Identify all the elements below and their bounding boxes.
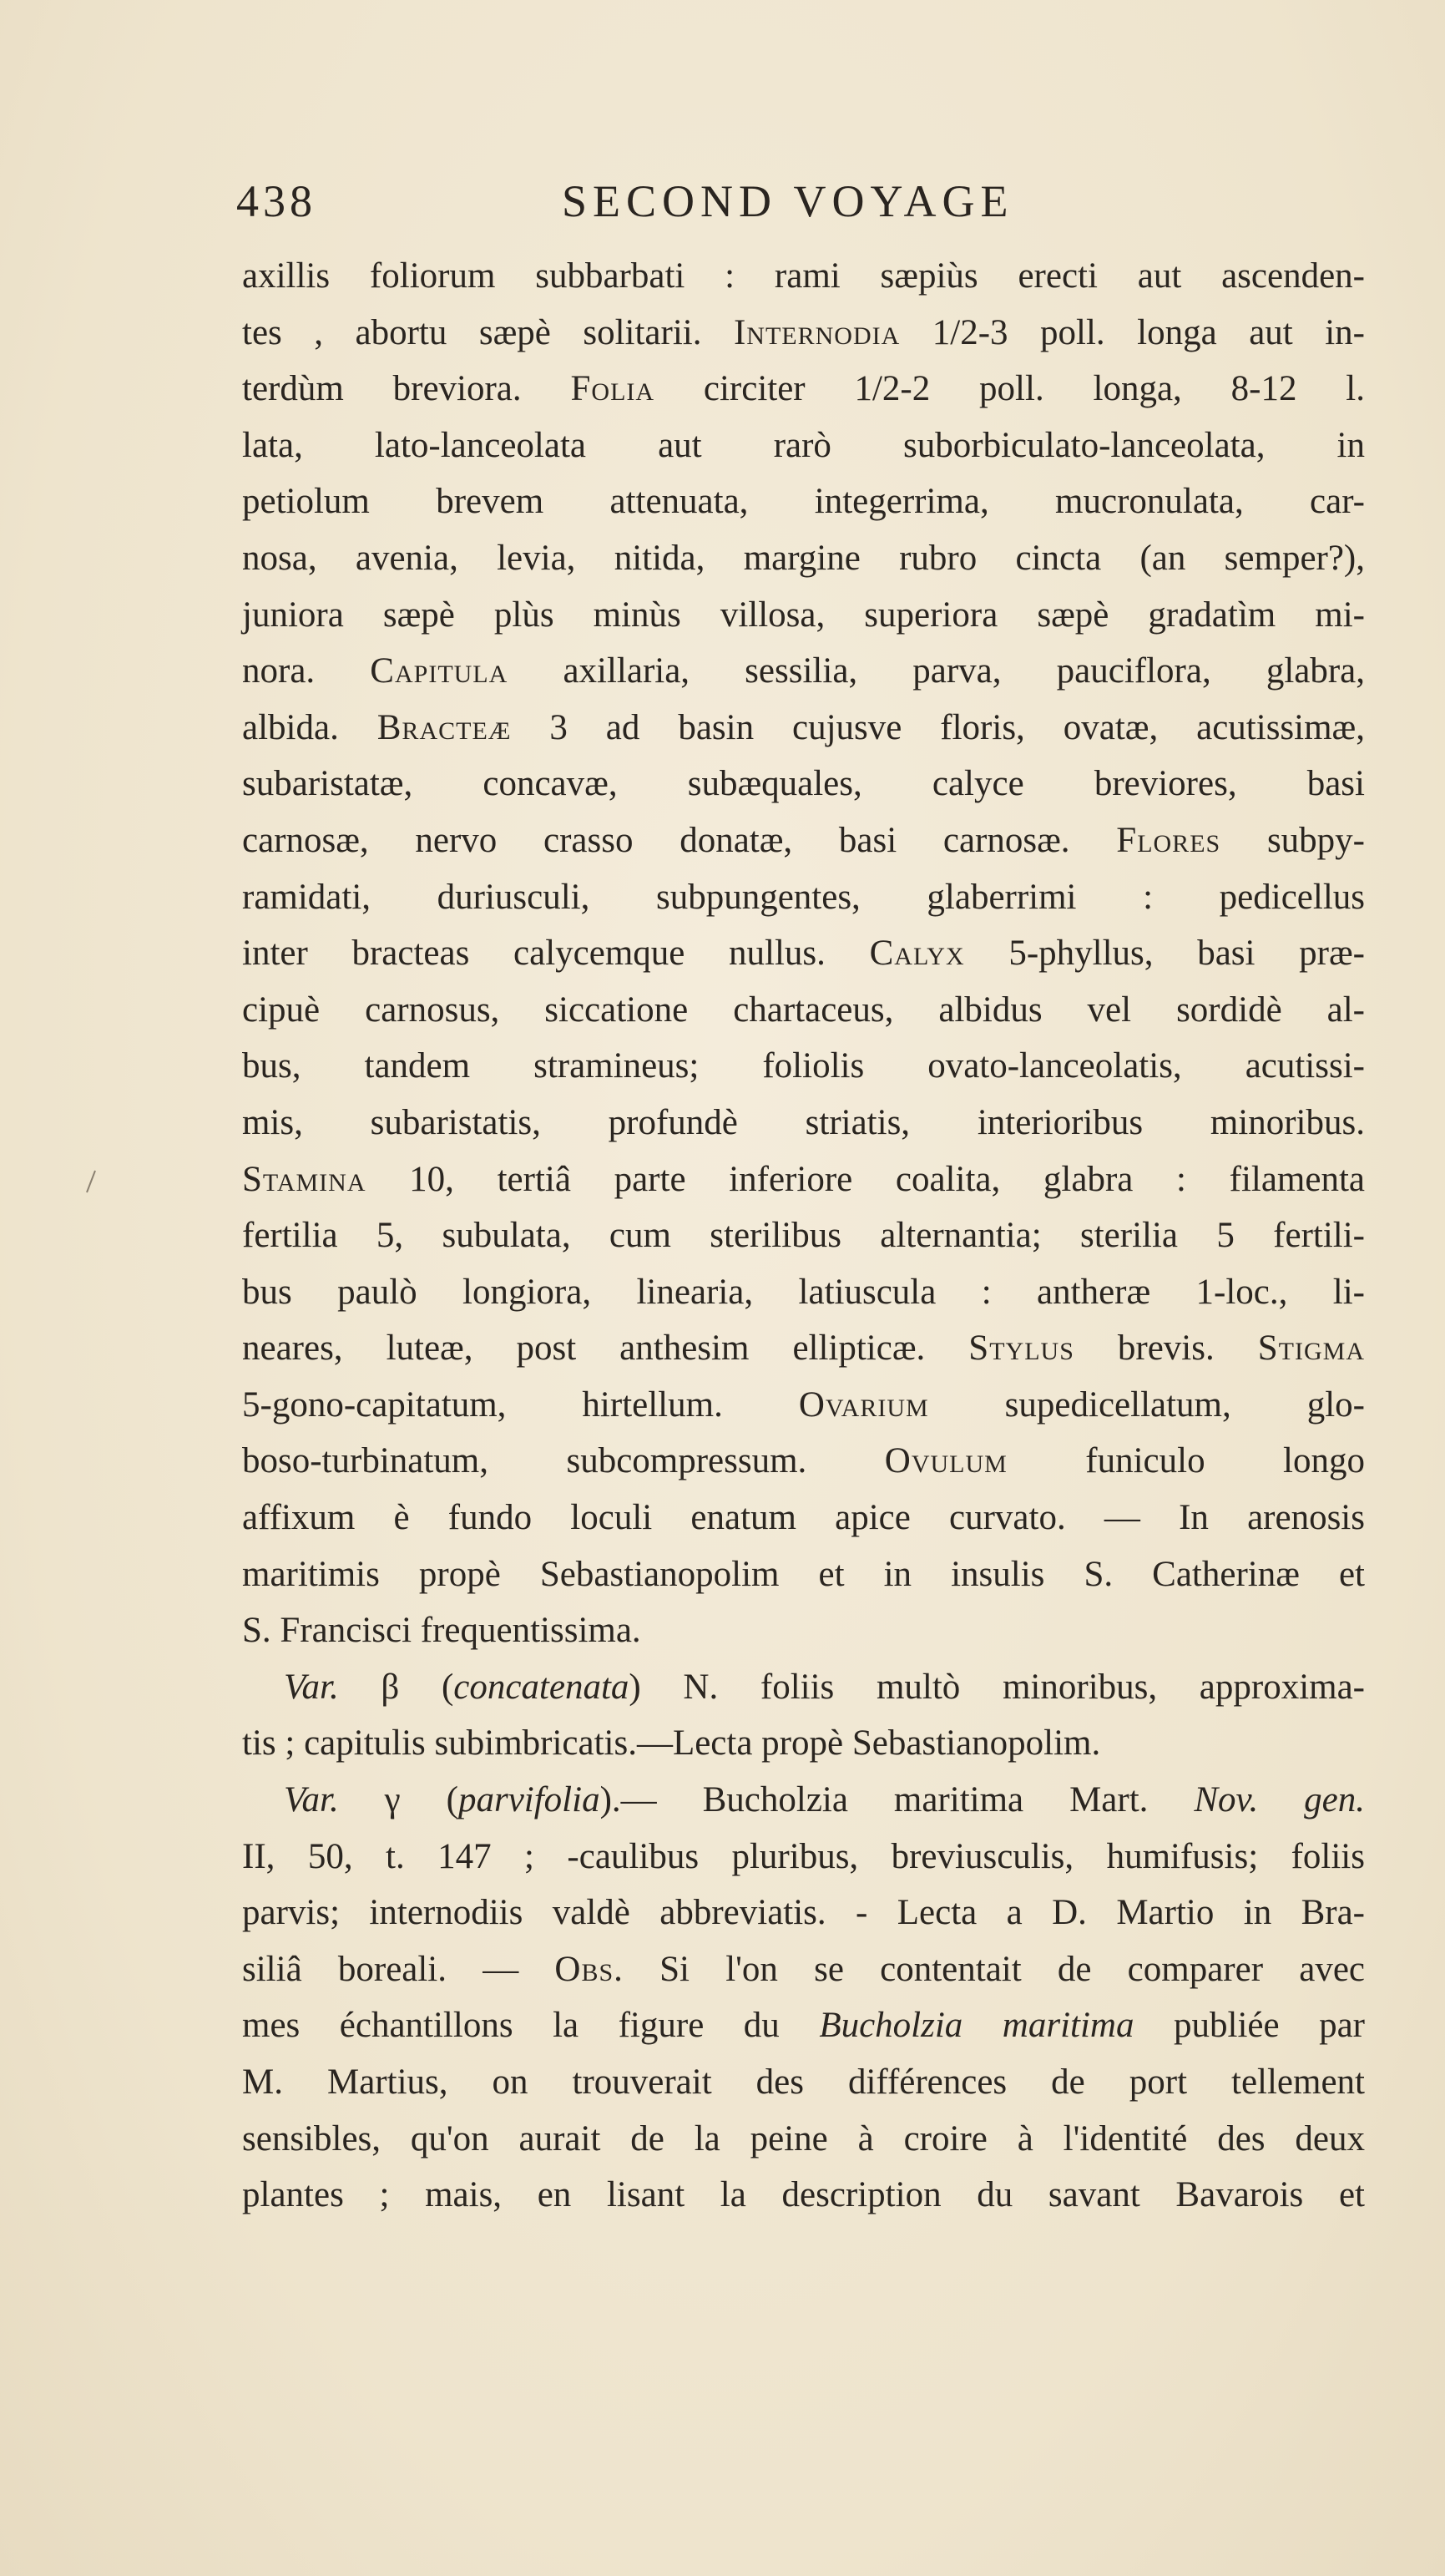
text-segment: funiculo longo: [1007, 1441, 1365, 1481]
text-segment: ) N. foliis multò minoribus, approxima-: [629, 1667, 1365, 1707]
text-segment: II, 50, t. 147 ; -caulibus pluribus, breviusculis, humifusis; foliis: [242, 1836, 1365, 1876]
italic-term: Nov. gen.: [1194, 1780, 1365, 1820]
italic-term: concatenata: [453, 1667, 629, 1707]
text-segment: subpy-: [1220, 820, 1365, 860]
text-segment: bus, tandem stramineus; foliolis ovato-lanceolatis, acutissi-: [242, 1046, 1365, 1086]
section-term: Stamina: [242, 1159, 366, 1199]
text-segment: albida.: [242, 707, 377, 747]
italic-term: parvifolia: [457, 1780, 600, 1820]
text-segment: brevis.: [1074, 1328, 1258, 1369]
text-line: [242, 2167, 1365, 2224]
text-segment: nora.: [242, 651, 371, 691]
text-segment: S. Francisci frequentissima.: [242, 1611, 641, 1651]
section-term: Obs.: [554, 1949, 624, 1989]
text-line: [242, 587, 1365, 644]
text-segment: sensibles, qu'on aurait de la peine à croire à l'identité des deux: [242, 2118, 1365, 2158]
section-term: Ovulum: [884, 1441, 1008, 1481]
text-line: [242, 812, 1365, 869]
text-line: [242, 1095, 1365, 1151]
section-term: Flores: [1116, 820, 1221, 860]
text-segment: tes , abortu sæpè solitarii.: [242, 312, 734, 352]
text-segment: juniora sæpè plùs minùs villosa, superiora sæpè gradatìm mi-: [242, 595, 1365, 635]
text-line: [242, 2054, 1365, 2111]
text-line: [242, 1602, 1365, 1659]
section-term: Folia: [570, 369, 655, 409]
text-line: [242, 1659, 1365, 1716]
text-segment: supedicellatum, glo-: [928, 1384, 1366, 1425]
text-line: [242, 700, 1365, 757]
section-term: Stylus: [968, 1328, 1074, 1369]
text-segment: ).— Bucholzia maritima Mart.: [599, 1780, 1195, 1820]
text-segment: fertilia 5, subulata, cum sterilibus alternantia; sterilia 5 fertili-: [242, 1216, 1365, 1256]
text-line: [242, 1490, 1365, 1546]
text-line: [242, 530, 1365, 587]
text-segment: affixum è fundo loculi enatum apice curvato. — In arenosis: [242, 1498, 1365, 1538]
section-term: Calyx: [869, 934, 965, 974]
text-segment: tis ; capitulis subimbricatis.—Lecta propè Sebastianopolim.: [242, 1723, 1101, 1764]
text-segment: terdùm breviora.: [242, 369, 571, 409]
text-line: [242, 1546, 1365, 1603]
text-segment: parvis; internodiis valdè abbreviatis. - Lecta a D. Martio in Bra-: [242, 1893, 1365, 1933]
text-segment: petiolum brevem attenuata, integerrima, mucronulata, car-: [242, 482, 1365, 522]
text-segment: 3 ad basin cujusve floris, ovatæ, acutissimæ,: [511, 707, 1365, 747]
pencil-mark-icon: [83, 1169, 99, 1194]
text-segment: ramidati, duriusculi, subpungentes, glaberrimi : pedicellus: [242, 877, 1365, 917]
text-line: [242, 1829, 1365, 1885]
text-line: [242, 1941, 1365, 1998]
running-title: SECOND VOYAGE: [562, 176, 1014, 226]
section-term: Ovarium: [798, 1384, 929, 1425]
text-segment: circiter 1/2-2 poll. longa, 8-12 l.: [654, 369, 1365, 409]
page-number: 438: [236, 176, 316, 226]
text-segment: inter bracteas calycemque nullus.: [242, 934, 870, 974]
text-segment: γ (: [338, 1780, 458, 1820]
text-segment: β (: [338, 1667, 454, 1707]
text-line: [242, 1715, 1365, 1772]
text-segment: bus paulò longiora, linearia, latiuscula : antheræ 1-loc., li-: [242, 1272, 1365, 1312]
text-line: [242, 1997, 1365, 2054]
text-line: [242, 1433, 1365, 1490]
text-line: [242, 248, 1365, 305]
text-line: [242, 1264, 1365, 1321]
text-segment: carnosæ, nervo crasso donatæ, basi carnosæ.: [242, 820, 1117, 860]
text-line: [242, 2111, 1365, 2168]
text-line: [242, 1377, 1365, 1434]
text-line: [242, 1772, 1365, 1829]
text-line: [242, 1885, 1365, 1941]
text-segment: lata, lato-lanceolata aut rarò suborbiculato-lanceolata, in: [242, 425, 1365, 465]
text-segment: subaristatæ, concavæ, subæquales, calyce breviores, basi: [242, 764, 1365, 804]
body-text: [242, 248, 1365, 2224]
text-line: [242, 361, 1365, 418]
italic-term: Var.: [284, 1780, 339, 1820]
italic-term: Bucholzia maritima: [819, 2006, 1134, 2046]
text-segment: cipuè carnosus, siccatione chartaceus, albidus vel sordidè al-: [242, 989, 1365, 1030]
text-segment: axillaria, sessilia, parva, pauciflora, glabra,: [508, 651, 1366, 691]
page-header: [236, 175, 1088, 234]
text-line: [242, 1151, 1365, 1208]
text-segment: 5-phyllus, basi præ-: [964, 934, 1365, 974]
text-line: [242, 869, 1365, 926]
text-line: [242, 1320, 1365, 1377]
section-term: Internodia: [733, 312, 901, 352]
text-segment: axillis foliorum subbarbati : rami sæpiùs erecti aut ascenden-: [242, 256, 1365, 296]
text-segment: plantes ; mais, en lisant la description du savant Bavarois et: [242, 2175, 1365, 2215]
text-line: [242, 473, 1365, 530]
text-segment: publiée par: [1134, 2006, 1365, 2046]
text-segment: 10, tertiâ parte inferiore coalita, glabra : filamenta: [366, 1159, 1365, 1199]
text-segment: siliâ boreali. —: [242, 1949, 555, 1989]
text-line: [242, 756, 1365, 812]
text-segment: maritimis propè Sebastianopolim et in insulis S. Catherinæ et: [242, 1554, 1365, 1594]
text-line: [242, 1038, 1365, 1095]
section-term: Stigma: [1257, 1328, 1365, 1369]
text-line: [242, 925, 1365, 982]
text-line: [242, 643, 1365, 700]
text-line: [242, 305, 1365, 362]
text-segment: boso-turbinatum, subcompressum.: [242, 1441, 885, 1481]
text-segment: neares, luteæ, post anthesim ellipticæ.: [242, 1328, 969, 1369]
text-segment: mis, subaristatis, profundè striatis, interioribus minoribus.: [242, 1102, 1365, 1142]
section-term: Bracteæ: [376, 707, 512, 747]
section-term: Capitula: [370, 651, 508, 691]
text-line: [242, 1207, 1365, 1264]
text-segment: mes échantillons la figure du: [242, 2006, 820, 2046]
text-line: [242, 982, 1365, 1039]
text-segment: 1/2-3 poll. longa aut in-: [900, 312, 1365, 352]
text-segment: 5-gono-capitatum, hirtellum.: [242, 1384, 799, 1425]
text-segment: Si l'on se contentait de comparer avec: [623, 1949, 1365, 1989]
italic-term: Var.: [284, 1667, 339, 1707]
text-segment: M. Martius, on trouverait des différences de port tellement: [242, 2062, 1365, 2102]
text-line: [242, 418, 1365, 474]
text-segment: nosa, avenia, levia, nitida, margine rubro cincta (an semper?),: [242, 538, 1365, 578]
